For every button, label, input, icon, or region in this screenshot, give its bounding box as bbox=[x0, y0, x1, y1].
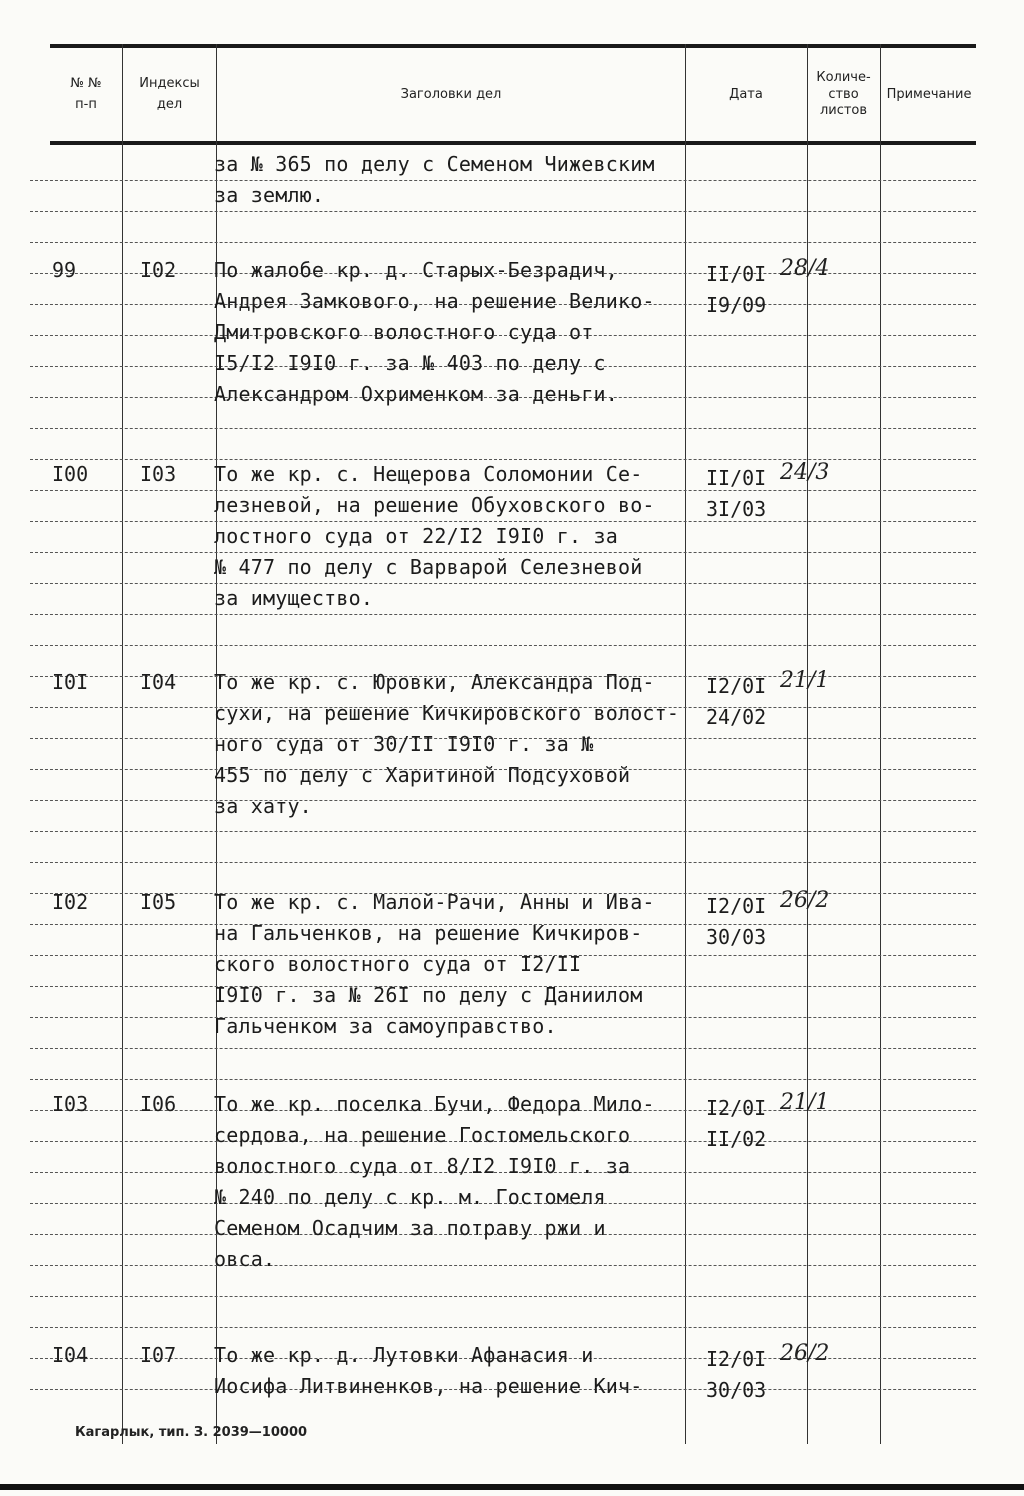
ruled-line bbox=[30, 1079, 976, 1081]
entry-title-line: лезневой, на решение Обуховского во- bbox=[214, 493, 655, 517]
entry-title-line: По жалобе кр. д. Старых-Безрадич, bbox=[214, 258, 618, 282]
ruled-line bbox=[30, 180, 976, 182]
header-sheets-line2: ство bbox=[828, 86, 859, 102]
entry-sheet-count-handwritten: 26/2 bbox=[780, 888, 830, 913]
entry-title-line: сердова, на решение Гостомельского bbox=[214, 1123, 631, 1147]
ruled-line bbox=[30, 521, 976, 523]
entry-date-end: I9/09 bbox=[706, 293, 767, 317]
entry-title-line: лостного суда от 22/I2 I9I0 г. за bbox=[214, 524, 618, 548]
header-index-line1: Индексы bbox=[139, 76, 200, 92]
page-bottom-edge bbox=[0, 1484, 1024, 1490]
ruled-line bbox=[30, 1296, 976, 1298]
entry-index: I03 bbox=[140, 462, 177, 486]
entry-title-line: Семеном Осадчим за потраву ржи и bbox=[214, 1216, 606, 1240]
entry-title-line: Гальченком за самоуправство. bbox=[214, 1014, 557, 1038]
entry-title-line: То же кр. с. Юровки, Александра Под- bbox=[214, 670, 655, 694]
entry-title-line: за имущество. bbox=[214, 586, 374, 610]
header-sheets-column bbox=[807, 52, 880, 138]
entry-date-end: 24/02 bbox=[706, 705, 767, 729]
entry-index: I05 bbox=[140, 890, 177, 914]
header-top-rule bbox=[50, 44, 976, 48]
entry-date-end: 3I/03 bbox=[706, 497, 767, 521]
entry-date-start: I2/0I bbox=[706, 1347, 767, 1371]
ruled-line bbox=[30, 1048, 976, 1050]
entry-index: I06 bbox=[140, 1092, 177, 1116]
entry-title-line: Дмитровского волостного суда от bbox=[214, 320, 594, 344]
ruled-line bbox=[30, 645, 976, 647]
ruled-line bbox=[30, 583, 976, 585]
entry-sheet-count-handwritten: 21/1 bbox=[780, 668, 830, 693]
ruled-line bbox=[30, 211, 976, 213]
entry-date-end: 30/03 bbox=[706, 1378, 767, 1402]
entry-title-line: волостного суда от 8/I2 I9I0 г. за bbox=[214, 1154, 631, 1178]
ruled-line bbox=[30, 1327, 976, 1329]
header-note-label: Примечание bbox=[886, 86, 972, 102]
entry-index: I02 bbox=[140, 258, 177, 282]
entry-number: I04 bbox=[52, 1343, 89, 1367]
entry-number: 99 bbox=[52, 258, 77, 282]
header-note-column bbox=[880, 52, 978, 138]
entry-title-line: То же кр. с. Малой-Рачи, Анны и Ива- bbox=[214, 890, 655, 914]
entry-title-line: за землю. bbox=[214, 183, 325, 207]
header-index-line2: дел bbox=[156, 97, 183, 112]
ruled-line bbox=[30, 800, 976, 802]
header-bottom-rule bbox=[50, 141, 976, 145]
entry-number: I00 bbox=[52, 462, 89, 486]
entry-title-line: за № 365 по делу с Семеном Чижевским bbox=[214, 152, 655, 176]
header-number-line1: № № bbox=[70, 76, 102, 92]
ruled-line bbox=[30, 614, 976, 616]
header-date-label: Дата bbox=[729, 86, 763, 102]
entry-index: I07 bbox=[140, 1343, 177, 1367]
header-date-column bbox=[685, 52, 807, 138]
entry-date-start: I2/0I bbox=[706, 1096, 767, 1120]
entry-title-line: овса. bbox=[214, 1247, 276, 1271]
header-number-line2: п-п bbox=[75, 97, 97, 112]
ruled-line bbox=[30, 552, 976, 554]
entry-number: I02 bbox=[52, 890, 89, 914]
entry-title-line: То же кр. д. Лутовки Афанасия и bbox=[214, 1343, 594, 1367]
entry-date-start: I2/0I bbox=[706, 894, 767, 918]
entry-title-line: Александром Охрименком за деньги. bbox=[214, 382, 618, 406]
entry-number: I0I bbox=[52, 670, 89, 694]
header-number-column bbox=[50, 52, 122, 138]
header-sheets-line3: листов bbox=[819, 103, 868, 119]
entry-date-end: II/02 bbox=[706, 1127, 767, 1151]
entry-date-end: 30/03 bbox=[706, 925, 767, 949]
header-index-column bbox=[122, 52, 217, 138]
ruled-line bbox=[30, 490, 976, 492]
header-title-column bbox=[217, 52, 685, 138]
entry-title-line: То же кр. поселка Бучи, Федора Мило- bbox=[214, 1092, 655, 1116]
entry-title-line: за хату. bbox=[214, 794, 312, 818]
entry-date-start: II/0I bbox=[706, 262, 767, 286]
entry-date-start: II/0I bbox=[706, 466, 767, 490]
entry-title-line: ного суда от 30/II I9I0 г. за № bbox=[214, 732, 594, 756]
ruled-line bbox=[30, 862, 976, 864]
entry-title-line: Андрея Замкового, на решение Велико- bbox=[214, 289, 655, 313]
ruled-line bbox=[30, 428, 976, 430]
entry-sheet-count-handwritten: 28/4 bbox=[780, 256, 830, 281]
entry-title-line: сухи, на решение Кичкировского волост- bbox=[214, 701, 680, 725]
ruled-line bbox=[30, 1265, 976, 1267]
entry-title-line: 455 по делу с Харитиной Подсуховой bbox=[214, 763, 631, 787]
header-sheets-line1: Количе- bbox=[816, 69, 871, 85]
entry-title-line: I5/I2 I9I0 г. за № 403 по делу с bbox=[214, 351, 606, 375]
printer-imprint: Кагарлык, тип. З. 2039—10000 bbox=[75, 1425, 308, 1440]
entry-title-line: I9I0 г. за № 26I по делу с Даниилом bbox=[214, 983, 643, 1007]
entry-title-line: То же кр. с. Нещерова Соломонии Се- bbox=[214, 462, 643, 486]
ruled-line bbox=[30, 459, 976, 461]
entry-title-line: Иосифа Литвиненков, на решение Кич- bbox=[214, 1374, 643, 1398]
ruled-line bbox=[30, 831, 976, 833]
entry-sheet-count-handwritten: 21/1 bbox=[780, 1090, 830, 1115]
entry-title-line: на Гальченков, на решение Кичкиров- bbox=[214, 921, 643, 945]
entry-date-start: I2/0I bbox=[706, 674, 767, 698]
entry-index: I04 bbox=[140, 670, 177, 694]
entry-title-line: № 477 по делу с Варварой Селезневой bbox=[214, 555, 643, 579]
entry-title-line: № 240 по делу с кр. м. Гостомеля bbox=[214, 1185, 606, 1209]
entry-sheet-count-handwritten: 24/3 bbox=[780, 460, 830, 485]
entry-number: I03 bbox=[52, 1092, 89, 1116]
entry-title-line: ского волостного суда от I2/II bbox=[214, 952, 582, 976]
entry-sheet-count-handwritten: 26/2 bbox=[780, 1341, 830, 1366]
header-title-label: Заголовки дел bbox=[400, 86, 502, 102]
ruled-line bbox=[30, 242, 976, 244]
